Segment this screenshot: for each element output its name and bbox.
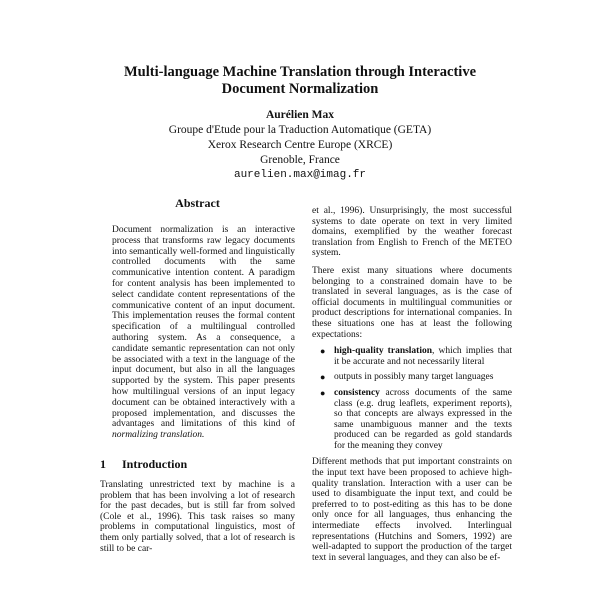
expectations-list (312, 346, 512, 451)
right-paragraph-2: There exist many situations where documents belonging to a constrained domain have to be translated in several languages, as is the case of official documents in multilingual communities or product descriptions for international companies. In these situations one has at least the following expectations: (312, 265, 512, 340)
introduction-heading (100, 457, 295, 472)
list-item (312, 346, 512, 367)
list-item (312, 388, 512, 452)
section-number: 1 (100, 456, 106, 471)
abstract-heading: Abstract (175, 196, 220, 210)
affiliation-1: Groupe d'Etude pour la Traduction Automatique (GETA) (168, 124, 432, 136)
right-column (312, 206, 512, 563)
abstract-text (112, 225, 295, 441)
affiliation-2: Xerox Research Centre Europe (XRCE) (207, 139, 393, 151)
author-name: Aurélien Max (265, 109, 335, 121)
author-city: Grenoble, France (260, 154, 340, 166)
title-line-2: Document Normalization (221, 81, 379, 97)
list-item-term: consistency (334, 387, 380, 398)
left-column (100, 196, 295, 554)
right-paragraph-1: et al., 1996). Unsurprisingly, the most successful systems to date operate on text in very limited domains, exemplified by the weather forecast translation from English to French of the METEO system. (312, 206, 512, 259)
paper-title (60, 64, 540, 98)
list-item-text: across documents of the same class (e.g. drug leaflets, experiment reports), so that concepts are always expressed in the same unambiguous manner and the texts produced can be regarded as gold standards for the meaning they convey (334, 387, 512, 451)
list-item-text: , which implies that it be accurate and not necessarily literal (334, 346, 513, 367)
bullet-icon: ● (320, 387, 326, 398)
bullet-icon: ● (320, 346, 326, 357)
list-item (312, 372, 512, 383)
list-item-text: outputs in possibly many target languages (334, 372, 494, 383)
section-title: Introduction (122, 456, 188, 471)
introduction-paragraph-1: Translating unrestricted text by machine is a problem that has been involving a lot of research for the past decades, but is still far from solved (Cole et al., 1996). This task raises so many problems in computational linguistics, most of them only partially solved, that a lot of research is still to be car- (100, 479, 295, 554)
bullet-icon: ● (320, 372, 326, 383)
list-item-term: high-quality translation (334, 346, 433, 357)
title-line-1: Multi-language Machine Translation through Interactive (123, 64, 477, 80)
right-paragraph-3: Different methods that put important constraints on the input text have been proposed to achieve high-quality translation. Interaction with a user can be used to disambiguate the input text, and could be preferred to to post-editing as this has to be done only once for all languages, thus enhancing the intermediate effects involved. Interlingual representations (Hutchins and Somers, 1992) are well-adapted to support the production of the target text in several languages, and they can also be ef- (312, 457, 512, 563)
author-email: aurelien.max@imag.fr (233, 169, 367, 181)
abstract-emphasis: normalizing translation. (112, 430, 205, 441)
author-block (60, 108, 540, 183)
abstract-body: Document normalization is an interactive process that transforms raw legacy documents into semantically well-formed and linguistically controlled documents with the same communicative intention content. A paradigm for content analysis has been implemented to select candidate content representations of the communicative content of an input document. This implementation reuses the formal content specification of a multilingual controlled authoring system. As a consequence, a candidate semantic representation can not only be associated with a text in the language of the input document, but also in all the languages supported by the system. This paper presents how multilingual versions of an input legacy document can be obtained interactively with a proposed implementation, and discusses the advantages and limitations of this kind of (112, 225, 295, 430)
